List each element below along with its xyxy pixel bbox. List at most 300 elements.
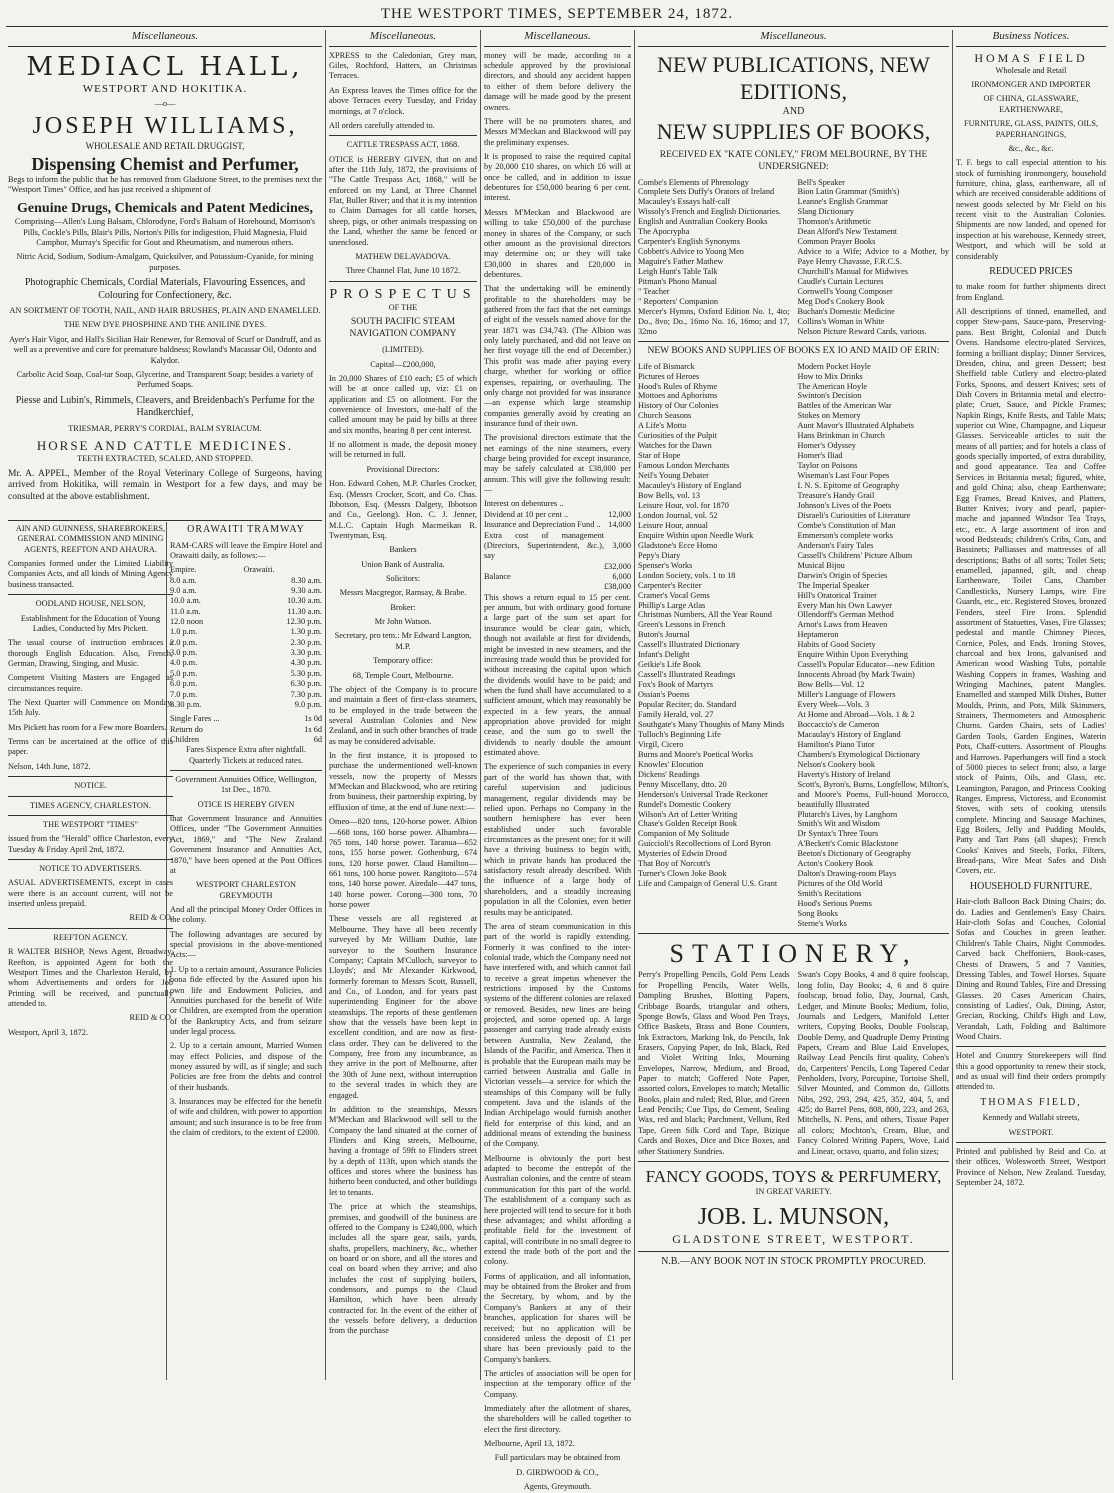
wt-body: issued from the "Herald" office Charleston, every Tuesday & Friday April 2nd, 1872. (8, 834, 173, 854)
masthead-rule (6, 26, 1108, 27)
tram-timetable (170, 565, 322, 710)
list-item: Knowles' Elocution (638, 759, 704, 769)
list-item: Dr Syntax's Three Tours (797, 829, 879, 839)
p6: The provisional directors estimate that the net earnings of the nine steamers, every charge being provided for except insurance, may be safely calculated at £38,000 per annum. This will give the following result:— (484, 433, 631, 495)
list-item: History of Our Colonies (638, 401, 719, 411)
column-divider (952, 30, 953, 1380)
list-item: Plutarch's Lives, by Langhorn (797, 809, 898, 819)
and: AND (782, 105, 805, 117)
list-item: Maguire's Father Mathew (638, 257, 724, 267)
p2: There will be no promoters shares, and Messrs M'Meckan and Blackwood will pay the preliminary expenses. (484, 116, 631, 147)
table-cell: 1s 0d (304, 714, 322, 724)
reef-body: R WALTER BISHOP, News Agent, Broadway, Reefton, is appointed Agent for both the Westport Times and the Charleston Herald, by whom Advertisements and orders for Job Printing will be received, and punctually attended to. (8, 947, 173, 1008)
list-item: Advice to a Wife; Advice to a Mother, by Paye Henry Chavasse, F.R.C.S. (797, 247, 949, 267)
p10: Melbourne is obviously the port best adapted to become the entrepôt of the Australian colonies, and the centre of steam communication for this part of the world. The establishment of a company such as here projected will tend to secure for it both these advantages; and whilst affording a profitable field for the investment of capital, will contribute in no small degree to extend the trade both of the port and the colony. (484, 1153, 631, 1267)
list-item: Gladstone's Ecce Homo (638, 540, 718, 550)
field-name: HOMAS FIELD (974, 50, 1088, 65)
table-row (170, 617, 322, 627)
ad-intro: Begs to inform the public that he has removed from Gladstone Street, to the premises next the "Westport Times" Office, and has just received a shipment of (8, 175, 322, 195)
ad-genuine: Genuine Drugs, Chemicals and Patent Medicines, (17, 200, 313, 216)
table-cell: 9.0 p.m. (294, 699, 322, 709)
gov-body: that Government Insurance and Annuities Offices, under "The Government Annuities Act, 1869," and "The New Zealand Government Insurance and Annuities Act, 1870," have been opened at the Post Offices at (170, 814, 322, 875)
tram-intro: RAM-CARS will leave the Empire Hotel and Orawaiti daily, as follows:— (170, 540, 322, 560)
column-1 (8, 30, 322, 520)
column-3 (484, 30, 631, 1492)
list-item: Dean Alford's New Testament (797, 227, 898, 237)
table-cell: £38,000 (604, 582, 631, 592)
ad-title: MEDIACL HALL, (26, 51, 304, 82)
table-row (170, 607, 322, 617)
broker: Mr John Watson. (374, 617, 432, 627)
list-item: London Society, vols. 1 to 18 (638, 570, 736, 580)
column-5 (956, 30, 1106, 1380)
table-cell: 9.0 a.m. (170, 585, 197, 595)
table-row (170, 700, 322, 710)
ad-horse: HORSE AND CATTLE MEDICINES. (36, 438, 294, 453)
list-item: Bow Bells, vol. 13 (638, 491, 700, 501)
list-item: That Boy of Norcott's (638, 859, 711, 869)
solicitors: Messrs Macgregor, Ramsay, & Brabe. (339, 588, 467, 598)
column-header: Miscellaneous. (638, 30, 949, 47)
adv-sign: REID & CO. (129, 913, 173, 923)
list-item: Miller's Language of Flowers (797, 690, 896, 700)
ad-place: WESTPORT AND HOKITIKA. (82, 83, 248, 96)
table-cell: 1.0 p.m. (170, 627, 198, 637)
list-item: Life and Campaign of General U.S. Grant (638, 879, 778, 889)
table-cell: Extra cost of management (Directors, Superintendent, &c.), say (484, 530, 605, 561)
list-item: Bion Latin Grammar (Smith's) (797, 187, 900, 197)
book-list-2 (638, 362, 949, 929)
cattle-date: Three Channel Flat, June 10 1872. (345, 266, 461, 276)
agency-title: TIMES AGENCY, CHARLESTON. (8, 796, 173, 811)
p7: This shows a return equal to 15 per cent. per annum, but with ordinary good fortune a large part of the sum set apart for insurance would be clear gain, which, though not available at first for dividends, might be invested in new steamers, and the increasing trade would thus be provided for without increasing the capital upon which the dividends would have to be paid; and when the fund shall have accumulated to a sufficient amount, which may reasonably be expected in a few years, the annual appropriation above provided for might cease, and the sum go to swell the dividends to nearly double the amount estimated above. (484, 592, 631, 758)
express2: An Express leaves the Times office for the above Terraces every Tuesday, and Friday mornings, at 7 o'clock. (329, 85, 477, 116)
reef-title: REEFTON AGENCY. (8, 928, 173, 943)
list-item: Disraeli's Curiosities of Literature (797, 510, 911, 520)
gov-places: WESTPORT CHARLESTON GREYMOUTH (196, 880, 296, 900)
table-cell: 8.30 a.m. (291, 575, 322, 585)
p8: The experience of such companies in every part of the world has shown that, with careful supervision and judicious management, regular dividends may be relied upon. Perhaps no Company in the southern hemisphere has ever been established under such favorable circumstances as the present one; for it will have a thriving business to begin with, which in private hands has produced the satisfactory result already described. With the influence of a large body of shareholders, and a steadily increasing population in all the Colonies, even better results may be anticipated. (484, 762, 631, 917)
field-sign2: Kennedy and Wallabi streets, (982, 1113, 1080, 1123)
ad-ayer: Ayer's Hair Vigor, and Hall's Sicilian Hair Renewer, for Removal of Scurf or Dandruff, and as well as a preventive and cure for premature baldness; Rowland's Macassar Oil, Odonto and Kalydor. (9, 334, 321, 365)
objects: The object of the Company is to procure and maintain a fleet of first-class steamers, to be employed in the trade between the several Australian Colonies and New Zealand, and in such other branches of trade as may be considered advisable. (329, 684, 477, 746)
woodland-body: The usual course of instruction embraces a thorough English Education. Also, French, German, Drawing, Singing, and Music. (8, 638, 173, 668)
adv-body: ASUAL ADVERTISEMENTS, except in cases were there is an account current, will not be inserted unless prepaid. (8, 878, 173, 909)
list-item: London Journal, vol. 52 (638, 510, 718, 520)
column-header: Miscellaneous. (329, 30, 477, 47)
list-item: Leanne's English Grammar (797, 197, 888, 207)
list-item: Wilson's Art of Letter Writing (638, 809, 738, 819)
list-item: The American Hoyle (797, 381, 868, 391)
list-item: Arnot's Laws from Heaven (797, 620, 888, 630)
list-item: Life of Bismarck (638, 361, 695, 371)
list-item: Ollendorff's German Method (797, 610, 894, 620)
ad-carbolic: Carbolic Acid Soap, Coal-tar Soap, Glycerine, and Transparent Soap; besides a variety of Perfumed Soaps. (16, 369, 314, 390)
list-item: Stokes on Memory (797, 411, 861, 421)
table-cell (484, 562, 604, 572)
capital-body: In 20,000 Shares of £10 each; £5 of which will be at once called up, viz: £1 on application and £5 on allotment. For the convenience of Investors, one-half of the called amount may be paid by bills at three and six months, bearing 8 per cent interest. (329, 373, 477, 435)
ad-trade: WHOLESALE AND RETAIL DRUGGIST, (85, 141, 245, 152)
broker-heading: Broker: (390, 602, 416, 612)
table-cell: 4.30 p.m. (290, 658, 322, 668)
list-item: A'Beckett's Comic Blackstone (797, 839, 899, 849)
capital: Capital—£200,000, (370, 359, 436, 369)
list-item: Treasure's Handy Grail (797, 491, 875, 501)
reduced-prices: REDUCED PRICES (989, 265, 1073, 277)
gov-item-1: 1. Up to a certain amount, Assurance Policies bona fide effected by the Assured upon his own life and Endowment Policies, and Annuities purchased for the benefit of Wife or Children, are exempted from the operation of the Bankruptcy Acts, and from seizure under legal process. (170, 964, 322, 1036)
list-item: Chambers's Etymological Dictionary (797, 749, 921, 759)
table-cell: 4.0 p.m. (170, 658, 198, 668)
list-item: Combe's Elements of Phrenology (638, 177, 749, 187)
table-cell: 12,000 (608, 509, 631, 519)
masthead: THE WESTPORT TIMES, SEPTEMBER 24, 1872. (380, 6, 734, 22)
tram-head-a: Empire. (170, 565, 197, 575)
new-supplies: NEW SUPPLIES OF BOOKS, (656, 119, 931, 145)
list-item: Macauley's Essays half-calf (638, 197, 731, 207)
table-row (170, 714, 322, 724)
table-cell: Insurance and Depreciation Fund .. (484, 520, 601, 530)
directors: Hon. Edward Cohen, M.P. Charles Crocker, Esq. (Messrs Crocker, Scott, and Co. Chas. Ibbotson, Esq. (Messrs Dalgety, Ibbotson and Co., Geelong). Hon. C. J. Jenner, M.L.C. Captain Hugh Macmeikan R. Twentyman, Esq. (329, 479, 477, 540)
list-item: Leisure Hour, vol. for 1870 (638, 500, 729, 510)
list-item: Modern Pocket Hoyle (797, 361, 871, 371)
table-cell: 2.0 p.m. (170, 637, 198, 647)
notice-title: NOTICE. (8, 776, 173, 791)
list-item: Mottoes and Aphorisms (638, 391, 718, 401)
list-item: Every Man his Own Lawyer (797, 600, 892, 610)
table-cell: 10.0 a.m. (170, 596, 201, 606)
p11: Forms of application, and all information, may be obtained from the Broker and from the Secretary, by whom, and by the Company's Bankers at any of their branches, application for shares will be received; but no application will be considered unless the deposit of £1 per share has been previously paid to the Company's bankers. (484, 1271, 631, 1364)
column-1b (170, 524, 322, 1364)
list-item: Battles of the American War (797, 401, 892, 411)
list-item: Wissoly's French and English Dictionaries. (638, 207, 781, 217)
list-item: Famous London Merchants (638, 461, 730, 471)
company-name: SOUTH PACIFIC STEAM NAVIGATION COMPANY (349, 317, 457, 340)
list-item: Wiseman's Last Four Popes (797, 471, 890, 481)
list-item: How to Mix Drinks (797, 371, 863, 381)
table-cell: 10.30 a.m. (286, 596, 322, 606)
table-cell: 1s 6d (304, 724, 322, 734)
list-item: Watches for the Dawn (638, 441, 712, 451)
woodland-title: OODLAND HOUSE, NELSON, (8, 594, 173, 609)
table-cell: 1.30 p.m. (290, 627, 322, 637)
stationery-a: Perry's Propelling Pencils, Gold Pens Leads for Propelling Pencils, Water Wells, Dampling Brushes, Blotting Papers, Cribbage Boards, triangular and others, Sponge Bowls, Glass and Wood Pen Trays, Office Baskets, Brass and Bone Counters, Ink Extractors, Marking Ink, do Pencils, Ink Erasers, Copying Paper, do Ink, Black, Red and Violet Writing Inks, Mourning Envelopes, Narrow, Medium, and Broad, Paper to match; Goffered Note Paper, assorted colors, Envelopes to match; Metallic Books, plain and ruled; Red, Blue, and Green Lead Pencils; Cue Tips, do Cement, Sealing Wax, red and black; Parchment, Vellum, Red Tape, Green Silk Cord and Tape, Bizique Cards and Boxes, Dice and Dice Boxes, and other Stationery Sundries. (638, 970, 790, 1156)
list-item: Cramer's Vocal Gems (638, 590, 710, 600)
ships2: These vessels are all registered at Melbourne. They have all been recently surveyed by Mr William Duthie, late surveyor to the Southern Insurance Company; Captain M'Culloch, surveyor to Lloyds'; and Mr Alexander Kirkwood, formerly foreman to Messrs Scott, Russell, and Co., of London, and for years past superintending Engineer for the above steamships. The reports of these gentlemen show that the vessels have been kept in excellent condition, and are now as first-class order. They can be delivered to the Company, free from any incumbrance, as they arrive in the port of Melbourne, after the 30th of June next, without interruption to the several trades in which they are engaged. (329, 914, 477, 1100)
company-limited: (LIMITED). (382, 345, 424, 355)
list-item: Family Herald, vol. 27 (638, 709, 714, 719)
bankers-heading: Bankers (389, 545, 417, 555)
list-item: Enquire Within upon Needle Work (638, 530, 754, 540)
fares-note: Fares Sixpence Extra after nightfall. Quarterly Tickets at reduced rates. (185, 745, 307, 765)
table-row (170, 725, 322, 735)
book-list-2a (638, 362, 790, 929)
list-item: At Home and Abroad—Vols. 1 & 2 (797, 709, 915, 719)
bankers: Union Bank of Australia. (361, 559, 445, 569)
table-cell: Interest on debentures .. (484, 499, 564, 509)
list-item: Swinton's Decision (797, 391, 862, 401)
list-item: Bell's Speaker (797, 177, 845, 187)
ad-piesse: Piesse and Lubin's, Rimmels, Cleavers, and Breidenbach's Perfume for the Handkerchief, (15, 394, 315, 419)
list-item: Macaulay's History of England (797, 729, 901, 739)
gov-item-3: 3. Insurances may be effected for the benefit of wife and children, with power to apportion amount; and such insurance is to be free from the claim of creditors, to the extent of £2000. (170, 1097, 322, 1138)
list-item: Complete Sets Duffy's Orators of Ireland (638, 187, 775, 197)
column-divider (480, 30, 481, 1380)
reduced-prices-body: to make room for further shipments direct from England. (956, 282, 1106, 302)
list-item: Aunt Mavor's Illustrated Alphabets (797, 421, 914, 431)
woodland-date: Nelson, 14th June, 1872. (8, 761, 91, 771)
table-cell: 3.30 p.m. (290, 648, 322, 658)
imprint: Printed and published by Reid and Co. at their offices, Wolesworth Street, Westport Province of Nelson, New Zealand. Tuesday, September 24, 1872. (956, 1142, 1106, 1188)
table-row (170, 596, 322, 606)
ad-nitric: Nitric Acid, Sodium, Sodium-Amalgam, Quicksilver, and Potassium-Cyanide, for mining purposes. (16, 252, 314, 272)
table-row (484, 510, 631, 520)
list-item: Scott's, Byron's, Burns, Longfellow, Milton's, and Moore's Poems, Full-bound Morocco, beautifully Illustrated (797, 779, 949, 809)
list-item: Virgil, Cicero (638, 739, 684, 749)
p16: D. GIRDWOOD & CO., (516, 1467, 599, 1477)
list-item: The Imperial Speaker (797, 580, 870, 590)
table-cell (484, 582, 604, 592)
woodland-sub: Establishment for the Education of Young Ladies, Conducted by Mrs Pickett. (20, 613, 161, 633)
list-item: Cassell's Popular Educator—new Edition (797, 660, 935, 670)
first-instance: In the first instance, it is proposed to purchase the undermentioned well-known vessels, now the property of Messrs M'Meckan and Blackwood, who are retiring from business, their partnership expiring, by effluxion of time, at the end of June next:— (329, 751, 477, 812)
field-trade: Wholesale and Retail (995, 65, 1067, 75)
list-item: Turner's Clown Joke Book (638, 869, 727, 879)
list-item: English and Australian Cookery Books (638, 217, 768, 227)
prospectus-title: PROSPECTUS (329, 281, 477, 304)
list-item: Every Week—Vols. 3 (797, 700, 870, 710)
gov-body3: The following advantages are secured by special provisions in the above-mentioned Acts:— (170, 929, 322, 960)
table-row (170, 735, 322, 745)
list-item: Cassell's Childrens' Picture Album (797, 550, 913, 560)
list-item: Macauley's History of England (638, 481, 742, 491)
list-item: Companion of My Solitude (638, 829, 730, 839)
solicitors-heading: Solicitors: (385, 574, 421, 584)
p4: Messrs M'Meckan and Blackwood are willing to take £50,000 of the purchase money in shares of the Company, or such other amount as the provisional directors may determine on; or they will take £30,000 in shares and £20,000 in debentures. (484, 207, 631, 279)
list-item: Homer's Odyssey (797, 441, 856, 451)
table-cell: Single Fares ... (170, 714, 220, 724)
list-item: Green's Lessons in French (638, 620, 726, 630)
received: RECEIVED EX "KATE CONLEY," FROM MELBOURNE, BY THE UNDERSIGNED: (659, 149, 928, 172)
list-item: Musical Bijou (797, 560, 845, 570)
list-item: Song Books (797, 909, 838, 919)
book-list-2b (798, 362, 950, 929)
list-item: Sterne's Works (797, 919, 847, 928)
directors-heading: Provisional Directors: (366, 464, 440, 474)
field-intro: T. F. begs to call especial attention to his stock of furnishing ironmongery, household furniture, china, glass, earthenware, all of which are received considerable additions of newest goods selected by Mr Field on his recent visit to the Australian Colonies. Shipments are now landed, and opened for inspection at his warehouse, Kennedy street, Westport, and which will be sold at considerably (956, 158, 1106, 261)
ad-dye: THE NEW DYE PHOSPHINE AND THE ANILINE DYES. (63, 320, 267, 330)
list-item: Leisure Hour, annual (638, 520, 708, 530)
munson: JOB. L. MUNSON, (697, 1203, 890, 1230)
list-item: Smith's Wit and Wisdom (797, 819, 880, 829)
list-item: A Life's Motto (638, 421, 687, 431)
list-item: Bow Bells—Vol. 12 (797, 680, 865, 690)
ad-triesmar: TRIESMAR, PERRY'S CORDIAL, BALM SYRIACUM. (68, 423, 262, 433)
list-item: Beeton's Dictionary of Geography (797, 849, 912, 859)
table-cell: Dividend at 10 per cent .. (484, 509, 569, 519)
list-item: Rundel's Domestic Cookery (638, 799, 732, 809)
ad-teeth: TEETH EXTRACTED, SCALED, AND STOPPED. (77, 454, 253, 464)
list-item: " Teacher (638, 286, 670, 296)
list-item: Cassell's Illustrated Dictionary (638, 640, 740, 650)
field-furniture: FURNITURE, GLASS, PAINTS, OILS, PAPERHANGINGS, (963, 119, 1099, 139)
list-item: Common Prayer Books (797, 237, 876, 247)
table-cell: 5.0 p.m. (170, 668, 198, 678)
column-header: Miscellaneous. (8, 30, 322, 47)
column-header: Miscellaneous. (484, 30, 631, 47)
household-body: Hair-cloth Balloon Back Dining Chairs; do. do. Ladies and Gentlemen's Easy Chairs. Hair-cloth Sofas and Couches, Colonial Sofas and Couches in green leather. Children's Table Chairs, Night Commodes. Carved back Cheffoniers, Book-cases, Chests of Drawers, 5 and 7 Vanities, Dressing Tables, and Towel Horses. Square Dining and Round Tables, Fire and Dressing Glasses. 20 Cases American Chairs, consisting of Ladies', Oak, Dining, Astor, Grecian, Rocking, Child's High and Low, Verandah, Lath, Folding and Baltimore Wood Chairs. (956, 897, 1106, 1042)
list-item: Neil's Young Debater (638, 471, 709, 481)
book-list-1b (798, 178, 950, 337)
list-item: Church Seasons (638, 411, 692, 421)
list-item: Infant's Delight (638, 650, 690, 660)
express: XPRESS to the Caledonian, Grey man, Giles, Rochford, Hatters, an Christmas Terraces. (329, 50, 477, 81)
book-list-1a (638, 178, 790, 337)
table-cell: 6,000 (612, 572, 631, 581)
table-cell: 14,000 (608, 520, 631, 530)
list-item: Smith's Recitations (797, 889, 862, 899)
ships: Omeo—820 tons, 120-horse power. Albion—668 tons, 160 horse power. Alhambra—765 tons, 140 horse power. Taranua—652 tons, 155 horse power. Gothenburg, 674 tons, 120 horse power. Claud Hamilton—661 tons, 100 horse power. Rangitoto—574 tons, 140 horse power. Airedale—447 tons, 140 horse power. Corong—300 tons, 70 horse power (329, 817, 477, 910)
variety: IN GREAT VARIETY. (755, 1187, 832, 1197)
tram-title: ORAWAITI TRAMWAY (187, 524, 305, 535)
list-item: Hans Brinkman in Church (797, 431, 885, 441)
list-item: Ossian's Poems (638, 690, 690, 700)
allotment: If no allotment is made, the deposit money will be returned in full. (329, 440, 477, 460)
list-item: Meg Dod's Cookery Book (797, 296, 885, 306)
list-item: " Reporters' Companion (638, 296, 719, 306)
list-item: Pictures of Heroes (638, 371, 700, 381)
table-cell: 11.0 a.m. (170, 606, 201, 616)
table-cell: 5.30 p.m. (290, 668, 322, 678)
tram-head-b: Orawaiti. (243, 565, 275, 575)
list-item: Cobbett's Advice to Young Men (638, 247, 744, 257)
list-item: Buton's Journal (638, 630, 690, 640)
list-item: Hood's Serious Poems (797, 899, 872, 909)
list-item: Boccaccio's de Cameron (797, 719, 880, 729)
list-item: Fox's Book of Martyrs (638, 680, 714, 690)
cattle-body: OTICE is HEREBY GIVEN, that on and after the 11th July, 1872, the provisions of "The Cattle Trespass Act, 1868," will be enforced on my Land, at Three Channel Flat, Buller River; and that it is my intention to Claim Damages for all cattle horses, sheep, pigs, or other animals trespassing on the Land, whether the same be fenced or unenclosed. (329, 154, 477, 247)
column-divider (325, 30, 326, 1380)
p17: Agents, Greymouth. (523, 1482, 592, 1492)
nb: N.B.—ANY BOOK NOT IN STOCK PROMPTLY PROCURED. (638, 1251, 949, 1269)
list-item: Pitman's Phono Manual (638, 277, 717, 287)
list-item: Nelson's Cookery book (797, 759, 876, 769)
cattle-title: CATTLE TRESPASS ACT, 1868. (329, 135, 477, 150)
table-cell: 6d (313, 734, 322, 744)
bain-body: Companies formed under the Limited Liability Companies Acts, and all kinds of Mining Agency business transacted. (8, 559, 173, 589)
p12: The articles of association will be open for inspection at the temporary office of the Company. (484, 1368, 631, 1399)
tram-fares (170, 714, 322, 745)
list-item: Henderson's Universal Trade Reckoner (638, 789, 768, 799)
list-item: Hill's Oratorical Trainer (797, 590, 877, 600)
ad-comprising: Comprising—Allen's Lung Balsam, Chlorodyne, Ford's Balsam of Horehound, Morrison's Pills, Cockle's Pills, Blair's Pills, Norton's Pills for indigestion, Fluid Magnesia, Fluid Camphor, Murray's Specific for Gout and Rheumatism, and numerous others. (14, 217, 316, 248)
list-item: Pepy's Diary (638, 550, 681, 560)
list-item: Carpenter's English Synonyms (638, 237, 740, 247)
list-item: Chase's Golden Receipt Book (638, 819, 737, 829)
ships3: In addition to the steamships, Messrs M'Meckan and Blackwood will sell to the Company the land situated at the corner of Flinders and King streets, Melbourne, having a frontage of 59ft to Flinders street by a depth of 113ft, upon which stands the offices and stores where the business has hitherto been conducted, and other buildings let to tenants. (329, 1104, 477, 1197)
list-item: Dalton's Drawing-room Plays (797, 869, 897, 879)
field-body: All descriptions of tinned, enamelled, and copper Stew-pans, Sauce-pans, Preserving-pans. Best Bright, Colonial and Dutch Ovens. Handsome electro-plated Services, forming a brilliant display; Dinner Services, Dresden, china, and green Dessert; best Sheffield table Cutlery and electro-plated Forks, Spoons, and dessert Knives; sets of Dish Covers in Britannia metal and electro-plate; Cruet, Sauce, and Pickle Frames; Napkin Rings, Knife Rests, and Table Mats; superior cut Wine, Champagne, and Liqueur Glasses. Serviceable articles to suit the means of all parties; and for hotels a class of goods specially imported, of extra durability, and good appearance. Tea and Coffee Services in Britannia metal; figured, white, and gold China; also, cheap Earthenware; Egg Frames, Bread Knives, and Platters, Butter Knives; ivory and pearl, papier-mache and japanned Windsor Tea Trays, etc., etc. A large assortment of iron and wood Bedsteads; children's Cribs, Cots, and Bassinets; Palliasses and mattresses of all descriptions; Baths of all sorts; Toilet Sets; enamelled, japanned, gilt, and cheap Earthenware, Toilet Cans, Chamber Candlesticks, Nursery Lamps, wire Fire Guards, etc., etc. Registered Stoves, bronzed Fenders, steel Fire Irons. Splendid assortment of Statuettes, Vases, Fire Glasses; pedestal and mantle Chimney Pieces, Cornice, Poles, and Ends. Ironing Stoves, charcoal and box Irons, galvanised and American wood Washing Tubs, portable Washing Coppers in frames, Washing and Wringing Machines, patent Mangles. Enamelled and stamped Milk Dishes, Butter Moulds, Prints, and Pots, Milk Skimmers, Strainers, Thermometers and Atmospheric Churns. Garden Chairs, sets of Ladies' Garden Tools, Garden Engines, Waterin Pots, Chaff-cutters. Assortment of Ploughs and Harrows. Paperhangers will find a stock of 5000 pieces to select from; also, a large stock of Paints, Oils, and Glass, etc. Leamington, Paragon, and Princess Cooking Ranges. Empress, Victoress, and Economist Stoves, with sets of cooking utensils complete. Mincing and Sausage Machines, Egg Boilers, Jelly and Pudding Moulds, Patty and Tart Pans (all shapes); French Cooks' Knives and Steels, Forks, Filters, Bread-pans, Wire Meat Safes and Dish Covers, etc. (956, 307, 1106, 876)
p14: Melbourne, April 13, 1872. (484, 1439, 575, 1449)
field-sign3: WESTPORT. (1008, 1127, 1054, 1137)
list-item: Guiccioli's Recollections of Lord Byron (638, 839, 771, 849)
stationery-title: STATIONERY, (638, 933, 949, 971)
adv-title: NOTICE TO ADVERTISERS. (8, 859, 173, 874)
new-publications: NEW PUBLICATIONS, NEW EDITIONS, (657, 51, 930, 105)
table-cell: 3.0 p.m. (170, 648, 198, 658)
table-row (484, 562, 631, 572)
table-row (170, 627, 322, 637)
table-row (484, 499, 631, 509)
field-sign: THOMAS FIELD, (980, 1096, 1082, 1108)
table-row (170, 576, 322, 586)
list-item: Mercer's Hymns, Oxford Edition No. 1, 4to; Do., 8vo; Do., 16mo No. 16, 16mo; and 17, 32mo (638, 306, 790, 336)
table-row (170, 586, 322, 596)
reef-sign: REID & CO. (129, 1013, 173, 1023)
ad-name: JOSEPH WILLIAMS, (32, 113, 298, 140)
list-item: Buchan's Domestic Medicine (797, 306, 895, 316)
p15: Full particulars may be obtained from (494, 1453, 621, 1463)
list-item: Homer's Iliad (797, 451, 843, 461)
list-item: Slang Dictionary (797, 207, 854, 217)
stationery-list (638, 970, 949, 1156)
list-item: Enquire Within Upon Everything (797, 650, 908, 660)
field-etc: &c., &c., &c. (1008, 143, 1054, 153)
table-row (170, 690, 322, 700)
earnings-table (484, 499, 631, 592)
table-cell: 12.30 p.m. (286, 617, 322, 627)
field-importer: IRONMONGER AND IMPORTER (971, 80, 1091, 90)
list-item: Hamilton's Piano Tutor (797, 739, 875, 749)
woodland-masters: Competent Visiting Masters are Engaged as circumstances require. (8, 673, 173, 693)
express3: All orders carefully attended to. (329, 120, 435, 130)
secretary: Secretary, pro tem.: Mr Edward Langton, M.P. (334, 631, 472, 651)
list-item: Darwin's Origin of Species (797, 570, 888, 580)
cattle-sign: MATHEW DELAVADOVA. (355, 251, 451, 261)
column-divider (634, 30, 635, 1380)
table-cell: 2.30 p.m. (290, 637, 322, 647)
list-item: Habits of Good Society (797, 640, 876, 650)
table-row (170, 638, 322, 648)
column-2 (329, 30, 477, 1380)
table-row (170, 669, 322, 679)
table-row (484, 582, 631, 592)
list-item: Anderson's Fairy Tales (797, 540, 874, 550)
list-item: Emmerson's complete works (797, 530, 894, 540)
table-row (484, 520, 631, 530)
ad-brushes: AN SORTMENT OF TOOTH, NAIL, AND HAIR BRUSHES, PLAIN AND ENAMELLED. (9, 306, 321, 316)
table-cell: Balance (484, 572, 511, 581)
table-cell: 8.0 a.m. (170, 575, 197, 585)
list-item: Burns and Moore's Poetical Works (638, 749, 753, 759)
p5: That the undertaking will be eminently profitable to the shareholders may be gathered from the fact that the net earnings of eight of the vessels named above for the year 1871 was £34,743. (The Albion was only lately purchased, and did not leave on her first voyage till the end of December.) This profit was made after paying every charge, whether for working or office expenses, repairing, or overhauling. The only charge not provided for was insurance—an expense which large steamship companies generally avoid by creating an insurance fund of their own. (484, 284, 631, 428)
table-row (170, 658, 322, 668)
table-row (170, 648, 322, 658)
column-header: Business Notices. (956, 30, 1106, 47)
list-item: Dickens' Readings (638, 769, 700, 779)
table-cell: 7.30 p.m. (290, 689, 322, 699)
woodland-quarter: The Next Quarter will Commence on Monday, 15th July. (8, 698, 173, 718)
list-item: Southgate's Many Thoughts of Many Minds (638, 719, 785, 729)
p9: The area of steam communication in this part of the world is rapidly extending. Formerly it was confined to the inter-colonial trade, which the Company need not have interfered with, and which cannot fail to receive a great impetus whenever the restrictions imposed by the Customs systems of the different colonies are relaxed or removed. Besides, new lines are being projected, and some opened up. A large passenger and carrying trade already exists between Australia, New Zealand, the Islands of the Pacific, and America. Then it is probable that the European mails may be carried between Australia and Galle in Victorian vessels—a service for which the steamships of this Company will be fully competent. Java and the islands of the Indian Archipelago would furnish another field for enterprise of this kind, and an additional means of extending the business of the Company. (484, 921, 631, 1149)
list-item: Cornwell's Young Composer (797, 286, 893, 296)
table-cell: 3,000 (612, 540, 631, 550)
list-item: Caudle's Curtain Lectures (797, 277, 884, 287)
list-item: Leigh Hunt's Table Talk (638, 267, 718, 277)
list-item: Mysteries of Edwin Drood (638, 849, 727, 859)
list-item: Carpenter's Reciter (638, 580, 702, 590)
book-list-1 (638, 178, 949, 337)
wt-title: THE WESTPORT "TIMES" (8, 815, 173, 830)
